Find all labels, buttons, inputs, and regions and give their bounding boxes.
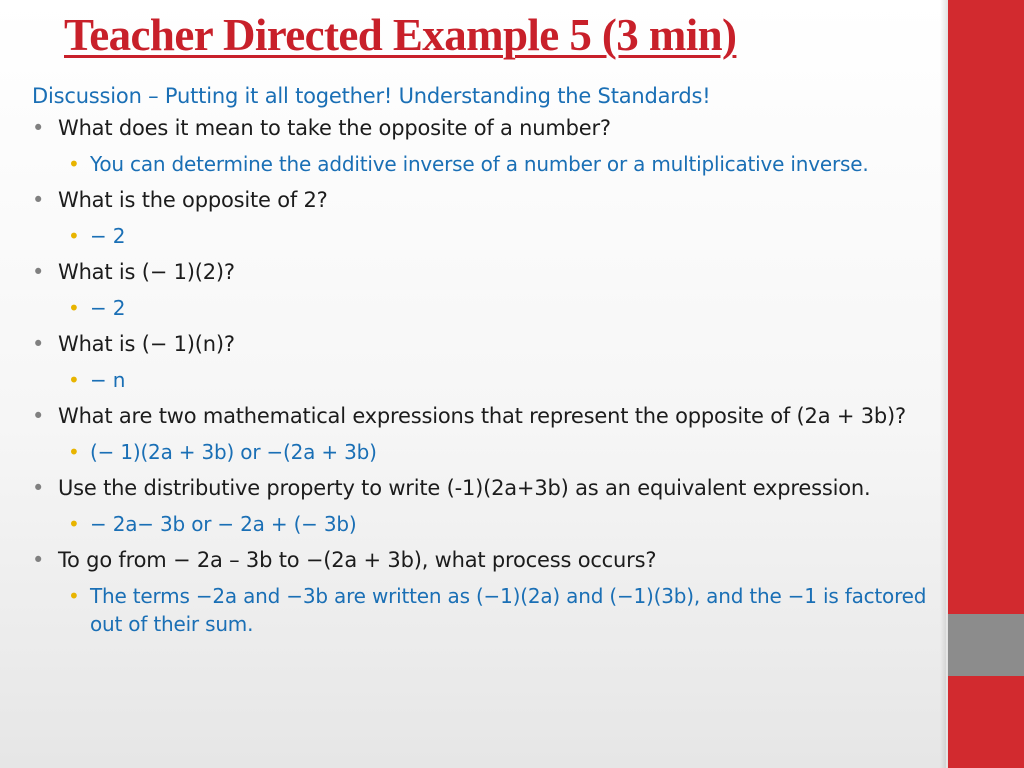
answer-text: − 2	[90, 296, 126, 320]
answer-item	[32, 294, 932, 322]
question-item	[32, 114, 932, 142]
answer-item	[32, 366, 932, 394]
question-text: What does it mean to take the opposite of a number?	[58, 116, 611, 140]
answer-item	[32, 510, 932, 538]
sub-bullet-icon: •	[68, 224, 80, 248]
question-item	[32, 546, 932, 574]
sub-bullet-icon: •	[68, 440, 80, 464]
answer-text: The terms −2a and −3b are written as (−1)(2a) and (−1)(3b), and the −1 is factored out of their sum.	[90, 584, 927, 636]
answer-item	[32, 438, 932, 466]
question-item	[32, 330, 932, 358]
question-text: What is (− 1)(n)?	[58, 332, 235, 356]
bullet-icon: •	[32, 332, 45, 356]
question-text: What is (− 1)(2)?	[58, 260, 235, 284]
question-text: To go from − 2a – 3b to −(2a + 3b), what process occurs?	[58, 548, 657, 572]
bullet-icon: •	[32, 548, 45, 572]
bullet-icon: •	[32, 260, 45, 284]
sub-bullet-icon: •	[68, 296, 80, 320]
answer-item	[32, 582, 932, 638]
sub-bullet-icon: •	[68, 152, 80, 176]
answer-text: (− 1)(2a + 3b) or −(2a + 3b)	[90, 440, 377, 464]
bullet-icon: •	[32, 476, 45, 500]
answer-text: − 2a− 3b or − 2a + (− 3b)	[90, 512, 357, 536]
slide-shadow-edge	[940, 0, 948, 768]
bullet-icon: •	[32, 404, 45, 428]
question-item	[32, 474, 932, 502]
question-text: Use the distributive property to write (-1)(2a+3b) as an equivalent expression.	[58, 476, 871, 500]
side-band-gray	[948, 614, 1024, 676]
question-item	[32, 186, 932, 214]
question-text: What is the opposite of 2?	[58, 188, 328, 212]
question-item	[32, 258, 932, 286]
sub-bullet-icon: •	[68, 512, 80, 536]
slide-content	[32, 82, 932, 646]
bullet-icon: •	[32, 116, 45, 140]
question-text: What are two mathematical expressions that represent the opposite of (2a + 3b)?	[58, 404, 906, 428]
answer-item	[32, 222, 932, 250]
sub-bullet-icon: •	[68, 368, 80, 392]
answer-item	[32, 150, 932, 178]
bullet-icon: •	[32, 188, 45, 212]
discussion-intro: Discussion – Putting it all together! Understanding the Standards!	[32, 84, 711, 108]
side-band-red-bottom	[948, 676, 1024, 768]
answer-text: − 2	[90, 224, 126, 248]
question-item	[32, 402, 932, 430]
sub-bullet-icon: •	[68, 584, 80, 608]
side-band-red-top	[948, 0, 1024, 614]
answer-text: − n	[90, 368, 126, 392]
slide-title: Teacher Directed Example 5 (3 min)	[64, 10, 737, 60]
answer-text: You can determine the additive inverse of a number or a multiplicative inverse.	[90, 152, 869, 176]
